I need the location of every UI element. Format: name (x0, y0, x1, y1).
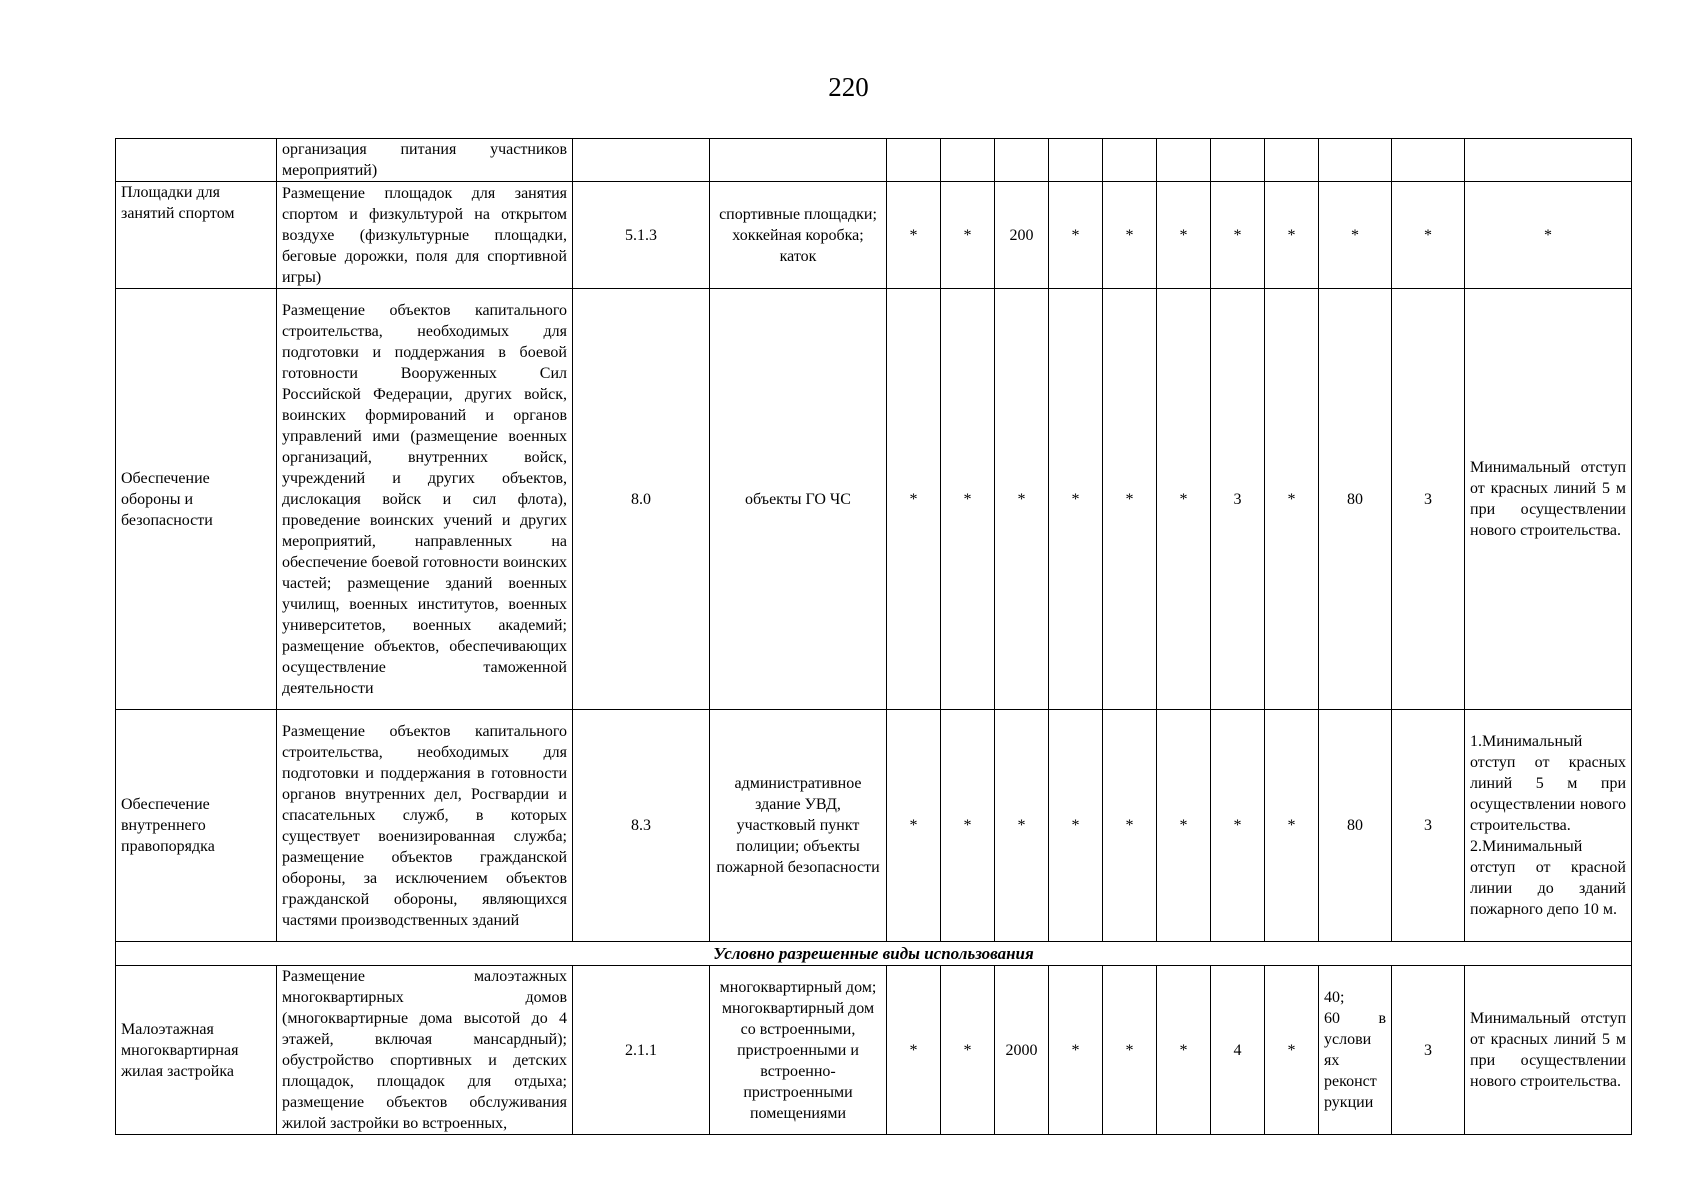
param-cell: 3 (1392, 966, 1465, 1135)
use-name-cell (116, 139, 277, 182)
param-cell (1265, 139, 1319, 182)
param-cell: * (1049, 289, 1103, 710)
objects-cell: объекты ГО ЧС (710, 289, 887, 710)
param-cell: 80 (1319, 710, 1392, 942)
table-row (116, 289, 1632, 710)
use-code-cell (573, 139, 710, 182)
param-cell (1211, 139, 1265, 182)
param-cell (1392, 139, 1465, 182)
page-number: 220 (828, 72, 869, 102)
use-code-cell: 8.3 (573, 710, 710, 942)
param-cell: 3 (1211, 289, 1265, 710)
param-cell: * (995, 710, 1049, 942)
use-description-cell: Размещение площадок для занятия спортом и физкультурой на открытом воздухе (физкультурные площадки, беговые дорожки, поля для спортивной игры) (277, 182, 573, 289)
param-cell: * (1049, 182, 1103, 289)
use-description-cell: Размещение малоэтажных многоквартирных домов (многоквартирные дома высотой до 4 этажей, включая мансардный); обустройство спортивных и детских площадок, площадок для отдыха; размещение объектов обслуживания жилой застройки во встроенных, (277, 966, 573, 1135)
use-code-cell: 5.1.3 (573, 182, 710, 289)
param-cell: * (887, 182, 941, 289)
use-description-cell: организация питания участников мероприятий) (277, 139, 573, 182)
param-cell (941, 139, 995, 182)
param-cell (1157, 139, 1211, 182)
param-cell: 2000 (995, 966, 1049, 1135)
use-name-cell: Обеспечение внутреннего правопорядка (116, 710, 277, 942)
param-cell: 4 (1211, 966, 1265, 1135)
table-row (116, 182, 1632, 289)
notes-cell (1465, 139, 1632, 182)
use-description-cell: Размещение объектов капитального строительства, необходимых для подготовки и поддержания в готовности органов внутренних дел, Росгвардии и спасательных служб, в которых существует военизированная служба; размещение объектов гражданской обороны, за исключением объектов гражданской обороны, являющихся частями производственных зданий (277, 710, 573, 942)
notes-cell: 1.Минимальный отступ от красных линий 5 м при осуществлении нового строительства. 2.Минимальный отступ от красной линии до зданий пожарного депо 10 м. (1465, 710, 1632, 942)
param-cell: * (1049, 966, 1103, 1135)
objects-cell: спортивные площадки; хоккейная коробка; каток (710, 182, 887, 289)
use-description-cell: Размещение объектов капитального строительства, необходимых для подготовки и поддержания в боевой готовности Вооруженных Сил Российской Федерации, других войск, воинских формирований и органов управлений ими (размещение военных организаций, внутренних войск, учреждений и других объектов, дислокация войск и сил флота), проведение воинских учений и других мероприятий, направленных на обеспечение боевой готовности воинских частей; размещение зданий военных училищ, военных институтов, военных университетов, военных академий; размещение объектов, обеспечивающих осуществление таможенной деятельности (277, 289, 573, 710)
param-cell: * (1103, 710, 1157, 942)
table-row (116, 139, 1632, 182)
param-cell: 200 (995, 182, 1049, 289)
param-cell: * (1265, 966, 1319, 1135)
param-cell: * (1265, 710, 1319, 942)
param-cell: * (1103, 182, 1157, 289)
use-name-cell: Площадки для занятий спортом (116, 182, 277, 289)
param-cell: * (1157, 289, 1211, 710)
param-cell: * (995, 289, 1049, 710)
table-row (116, 966, 1632, 1135)
use-name-cell: Обеспечение обороны и безопасности (116, 289, 277, 710)
notes-cell: Минимальный отступ от красных линий 5 м при осуществлении нового строительства. (1465, 966, 1632, 1135)
table-row (116, 710, 1632, 942)
use-code-cell: 8.0 (573, 289, 710, 710)
param-cell: * (1319, 182, 1392, 289)
param-cell: * (1103, 966, 1157, 1135)
param-cell: * (1265, 182, 1319, 289)
param-cell: 40; 60 в услови ях реконст рукции (1319, 966, 1392, 1135)
param-cell: * (1465, 182, 1632, 289)
objects-cell: многоквартирный дом; многоквартирный дом со встроенными, пристроенными и встроенно-пристроенными помещениями (710, 966, 887, 1135)
param-cell: * (887, 966, 941, 1135)
param-cell: * (1211, 710, 1265, 942)
param-cell (1049, 139, 1103, 182)
param-cell: * (1392, 182, 1465, 289)
param-cell: 3 (1392, 710, 1465, 942)
param-cell: * (941, 710, 995, 942)
objects-cell (710, 139, 887, 182)
param-cell (1319, 139, 1392, 182)
objects-cell: административное здание УВД, участковый пункт полиции; объекты пожарной безопасности (710, 710, 887, 942)
param-cell: * (941, 966, 995, 1135)
param-cell (887, 139, 941, 182)
param-cell: * (941, 182, 995, 289)
param-cell: 80 (1319, 289, 1392, 710)
param-cell: * (1103, 289, 1157, 710)
param-cell: * (1265, 289, 1319, 710)
notes-cell: Минимальный отступ от красных линий 5 м при осуществлении нового строительства. (1465, 289, 1632, 710)
param-cell (1103, 139, 1157, 182)
param-cell: * (1157, 966, 1211, 1135)
param-cell: 3 (1392, 289, 1465, 710)
param-cell (995, 139, 1049, 182)
use-name-cell: Малоэтажная многоквартирная жилая застройка (116, 966, 277, 1135)
use-code-cell: 2.1.1 (573, 966, 710, 1135)
section-title: Условно разрешенные виды использования (116, 942, 1632, 966)
param-cell: * (1157, 182, 1211, 289)
param-cell: * (887, 710, 941, 942)
param-cell: * (1049, 710, 1103, 942)
section-row (116, 942, 1632, 966)
param-cell: * (941, 289, 995, 710)
param-cell: * (887, 289, 941, 710)
param-cell: * (1157, 710, 1211, 942)
regulations-table (115, 138, 1632, 1135)
param-cell: * (1211, 182, 1265, 289)
